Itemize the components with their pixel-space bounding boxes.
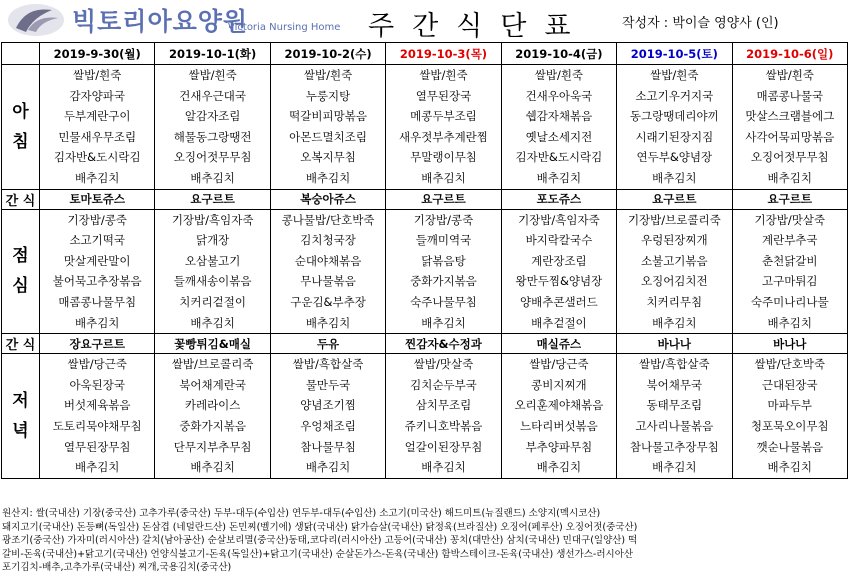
snack-cell: 토마토쥬스 [40, 189, 155, 209]
menu-item: 배추겉절이 [531, 315, 587, 330]
menu-item: 배추김치 [652, 460, 697, 475]
lunch-label [2, 209, 40, 334]
snack-cell: 꽃빵튀김&매실 [155, 334, 270, 354]
menu-item: 쌀밥/흑합살죽 [292, 357, 364, 372]
menu-item: 구운김&부추장 [290, 294, 366, 309]
menu-item: 떡갈비피망볶음 [289, 109, 367, 124]
menu-item: 쌀밥/흰죽 [765, 68, 814, 82]
menu-cell [40, 65, 155, 190]
menu-item: 기장밥/흑임자죽 [518, 212, 600, 227]
menu-item: 오삼불고기 [184, 253, 241, 268]
menu-item: 카레라이스 [184, 398, 241, 413]
menu-item: 배추김치 [190, 170, 235, 185]
snack-cell: 요구르트 [732, 189, 847, 209]
meal-label-char: 저 [12, 390, 29, 411]
menu-item: 메콩두부조림 [410, 109, 477, 124]
menu-item: 버섯제육볶음 [63, 398, 131, 413]
menu-cell [155, 354, 270, 479]
menu-item: 우엉채조림 [300, 418, 356, 433]
menu-item: 누룽지탕 [305, 88, 351, 103]
menu-item: 두부계란구이 [63, 109, 131, 124]
menu-item: 쌀밥/흰죽 [303, 68, 353, 82]
menu-item: 무나물볶음 [300, 274, 356, 289]
menu-cell [270, 354, 385, 479]
menu-item: 배추김치 [767, 170, 812, 185]
menu-item: 숙주미나리나물 [750, 294, 829, 309]
menu-item: 배추김치 [421, 170, 466, 185]
menu-item: 연두부&양념장 [636, 150, 713, 165]
page-title: 주간식단표 [368, 11, 589, 42]
menu-cell [40, 354, 155, 479]
brand-name: 빅토리아요양원 [72, 7, 249, 36]
menu-item: 오징어젓무무침 [173, 150, 252, 165]
menu-item: 부추양파무침 [525, 439, 593, 454]
menu-cell [155, 65, 270, 190]
snack-cell: 요구르트 [386, 189, 501, 209]
menu-item: 동태무조림 [646, 398, 703, 413]
menu-item: 배추김치 [74, 460, 120, 475]
origin-line: 포기김치-배추,고추가루(국내산) 찌개,국용김치(중국산) [2, 562, 232, 573]
menu-item: 배추김치 [421, 315, 466, 330]
meal-label-char: 아 [12, 101, 29, 122]
menu-item: 배추김치 [652, 170, 697, 185]
snack-cell: 요구르트 [155, 189, 270, 209]
menu-item: 쌀밥/흰죽 [73, 68, 122, 82]
menu-cell [40, 209, 155, 334]
menu-item: 우렁된장찌개 [640, 233, 708, 248]
menu-item: 춘천닭갈비 [761, 253, 818, 268]
menu-item: 양배추콘샐러드 [520, 294, 598, 309]
snack-cell: 포도쥬스 [501, 189, 616, 209]
menu-item: 배추김치 [536, 170, 582, 185]
menu-cell [501, 209, 616, 334]
origin-line: 돼지고기(국내산) 돈등뼈(독일산) 돈삼겹 (네덜란드산) 돈민찌(벨기에) 생닭(국내산) 닭가슴살(국내산) 닭정육(브라질산) 오징어(페루산) 오징어젓(중국산) [2, 521, 638, 533]
menu-item: 쌀밥/흰죽 [534, 68, 584, 82]
menu-item: 쌀밥/흰죽 [188, 68, 237, 82]
menu-item: 닭볶음탕 [421, 253, 466, 268]
menu-cell [155, 209, 270, 334]
date-cell: 2019-10-5(토) [617, 43, 732, 65]
date-cell: 2019-10-2(수) [270, 43, 385, 65]
menu-item: 배추김치 [190, 315, 235, 330]
menu-item: 열무된장무침 [63, 439, 131, 454]
menu-item: 중화가지볶음 [410, 274, 477, 289]
menu-item: 옛날소세지전 [525, 129, 593, 144]
menu-item: 북어채계란국 [179, 377, 246, 392]
menu-item: 마파두부 [767, 398, 812, 413]
menu-item: 쌀밥/맛살죽 [413, 357, 474, 372]
menu-item: 기장밥/콩죽 [67, 212, 127, 227]
menu-item: 아욱된장국 [69, 377, 125, 392]
menu-item: 불어묵고추장볶음 [52, 274, 142, 289]
snack-cell: 매실쥬스 [501, 334, 616, 354]
snack-cell: 찐감자&수정과 [386, 334, 501, 354]
menu-item: 쌀밥/단호박죽 [754, 357, 826, 372]
menu-item: 배추김치 [421, 460, 466, 475]
menu-item: 매콤콩나물국 [756, 88, 824, 103]
menu-item: 소고기떡국 [69, 233, 125, 248]
menu-item: 기장밥/흑임자죽 [171, 212, 254, 227]
date-cell: 2019-10-3(목) [386, 43, 501, 65]
menu-cell [386, 209, 501, 334]
menu-item: 콩나물밥/단호박죽 [281, 212, 375, 227]
menu-item: 고사리나물볶음 [635, 418, 714, 433]
menu-cell [270, 65, 385, 190]
menu-item: 새우젓부추계란찜 [399, 129, 488, 144]
menu-item: 아몬드멸치조림 [289, 129, 367, 144]
page-header [0, 0, 850, 40]
menu-item: 양념조기찜 [300, 398, 356, 413]
menu-cell [617, 354, 732, 479]
weekly-menu-table [1, 42, 848, 479]
menu-item: 도토리묵야채무침 [52, 418, 142, 433]
menu-item: 숙주나물무침 [410, 294, 477, 309]
snack-cell: 바나나 [617, 334, 732, 354]
menu-item: 매콤콩나물무침 [58, 294, 137, 309]
meal-label-char: 녁 [12, 420, 29, 441]
menu-item: 쌀밥/당근죽 [67, 357, 127, 372]
menu-item: 오징어젓무무침 [750, 150, 829, 165]
dinner-row [2, 354, 848, 479]
menu-item: 오복지무침 [300, 150, 356, 165]
menu-item: 맛살스크램블에그 [745, 109, 835, 124]
menu-item: 배추김치 [305, 315, 351, 330]
menu-item: 알감자조림 [184, 109, 241, 124]
menu-item: 닭개장 [195, 233, 230, 248]
author-line: 작성자 : 박이슬 영양사 (인) [622, 16, 779, 31]
menu-item: 단무지부추무침 [173, 439, 252, 454]
menu-item: 계란장조림 [531, 253, 587, 268]
menu-cell [732, 209, 847, 334]
menu-item: 무말랭이무침 [410, 150, 477, 165]
date-cell: 2019-10-1(화) [155, 43, 270, 65]
menu-item: 참나물고추장무침 [629, 439, 719, 454]
menu-item: 북어채무국 [646, 377, 703, 392]
menu-item: 물만두국 [305, 377, 351, 392]
menu-item: 오리훈제야채볶음 [514, 398, 604, 413]
menu-item: 김자반&도시락김 [515, 150, 603, 165]
menu-item: 쌀밥/브로콜리죽 [171, 357, 254, 372]
snack-row-2 [2, 334, 848, 354]
menu-item: 소불고기볶음 [640, 253, 708, 268]
menu-cell [732, 354, 847, 479]
meal-label-char: 심 [12, 276, 29, 297]
menu-item: 해물동그랑땡전 [173, 129, 252, 144]
menu-cell [732, 65, 847, 190]
meal-label-char: 침 [12, 131, 29, 152]
menu-item: 고구마튀김 [761, 274, 818, 289]
menu-item: 얼갈이된장무침 [404, 439, 483, 454]
menu-item: 쥬키니호박볶음 [404, 418, 483, 433]
menu-item: 청포묵오이무침 [750, 418, 829, 433]
menu-item: 민물새우무조림 [58, 129, 137, 144]
menu-item: 사각어묵피망볶음 [745, 129, 835, 144]
breakfast-row [2, 65, 848, 190]
origin-line: 광조기(중국산) 가자미(러시아산) 갈치(남아공산) 순살보리멸(중국산)동태,코다리(러시아산) 고등어(국내산) 꽁치(대만산) 삼치(국내산) 민대구(일양산) 떡 [2, 535, 638, 546]
nursing-home-logo [6, 2, 66, 38]
menu-item: 쌀밥/흰죽 [650, 68, 699, 82]
menu-item: 배추김치 [305, 460, 351, 475]
menu-item: 기장밥/콩죽 [413, 212, 474, 227]
menu-item: 들깨새송이볶음 [173, 274, 252, 289]
date-cell: 2019-10-6(일) [732, 43, 847, 65]
menu-item: 열무된장국 [415, 88, 472, 103]
menu-cell [617, 65, 732, 190]
menu-cell [386, 354, 501, 479]
menu-item: 쌀밥/흑합살죽 [639, 357, 710, 372]
date-cell: 2019-10-4(금) [501, 43, 616, 65]
menu-item: 소고기우거지국 [635, 88, 714, 103]
menu-item: 오징어김치전 [640, 274, 708, 289]
snack-cell: 요구르트 [617, 189, 732, 209]
menu-cell [617, 209, 732, 334]
menu-item: 쌀밥/당근죽 [529, 357, 589, 372]
menu-item: 치커리겉절이 [179, 294, 246, 309]
breakfast-label [2, 65, 40, 190]
menu-item: 삼치무조림 [415, 398, 472, 413]
menu-cell [386, 65, 501, 190]
dinner-label [2, 354, 40, 479]
menu-cell [501, 354, 616, 479]
date-cell: 2019-9-30(월) [40, 43, 155, 65]
menu-item: 깻순나물볶음 [756, 439, 824, 454]
snack-cell: 바나나 [732, 334, 847, 354]
menu-item: 기장밥/맛살죽 [754, 212, 826, 227]
origin-line: 갈비-돈육(국내산)+닭고기(국내산) 언양식불고기-돈육(독일산)+닭고기(국내산) 순살돈가스-돈육(국내산) 함박스테이크-돈육(국내산) 생선가스-러시아산 [2, 548, 634, 560]
lunch-row [2, 209, 848, 334]
snack-row-1 [2, 189, 848, 209]
snack-cell: 복숭아쥬스 [270, 189, 385, 209]
menu-item: 배추김치 [652, 315, 697, 330]
menu-item: 배추김치 [536, 460, 582, 475]
menu-item: 배추김치 [74, 170, 120, 185]
menu-item: 배추김치 [767, 315, 812, 330]
menu-item: 순대야채볶음 [294, 253, 362, 268]
menu-item: 배추김치 [767, 460, 812, 475]
snack-label: 간 식 [2, 189, 40, 209]
menu-item: 쉡감자채볶음 [525, 109, 593, 124]
snack-cell: 두유 [270, 334, 385, 354]
menu-item: 바지락칼국수 [525, 233, 593, 248]
menu-item: 느타리버섯볶음 [520, 418, 598, 433]
corner-cell [2, 43, 40, 65]
date-header-row [2, 43, 848, 65]
menu-item: 김자반&도시락김 [53, 150, 141, 165]
menu-item: 시래기된장지짐 [635, 129, 714, 144]
menu-item: 건새우근대국 [179, 88, 246, 103]
menu-cell [501, 65, 616, 190]
snack-cell: 장요구르트 [40, 334, 155, 354]
menu-item: 감자양파국 [69, 88, 125, 103]
menu-item: 김치청국장 [300, 233, 356, 248]
menu-item: 배추김치 [190, 460, 235, 475]
origin-line: 원산지: 쌀(국내산) 기장(중국산) 고추가루(중국산) 두부-대두(수입산) 연두부-대두(수입산) 소고기(미국산) 해드미트(뉴질랜드) 소양지(멕시코산) [2, 508, 601, 519]
menu-item: 기장밥/브로콜리죽 [627, 212, 721, 227]
menu-item: 맛살계란말이 [63, 253, 131, 268]
menu-item: 쌀밥/흰죽 [419, 68, 468, 82]
menu-item: 김치순두부국 [410, 377, 477, 392]
brand-subtitle: Victoria Nursing Home [228, 22, 341, 33]
origin-info [2, 507, 848, 575]
menu-item: 건새우아욱국 [525, 88, 593, 103]
menu-item: 동그랑땡데리야끼 [629, 109, 719, 124]
menu-item: 치커리무침 [646, 294, 703, 309]
menu-cell [270, 209, 385, 334]
menu-item: 계란부추국 [761, 233, 818, 248]
meal-label-char: 점 [12, 246, 29, 267]
menu-item: 배추김치 [74, 315, 120, 330]
menu-item: 왕만두찜&양념장 [515, 274, 603, 289]
menu-item: 배추김치 [305, 170, 351, 185]
menu-item: 참나물무침 [300, 439, 356, 454]
menu-item: 중화가지볶음 [179, 418, 246, 433]
menu-item: 들깨미역국 [415, 233, 472, 248]
menu-item: 콩비지찌개 [531, 377, 587, 392]
snack-label: 간 식 [2, 334, 40, 354]
menu-item: 근대된장국 [761, 377, 818, 392]
